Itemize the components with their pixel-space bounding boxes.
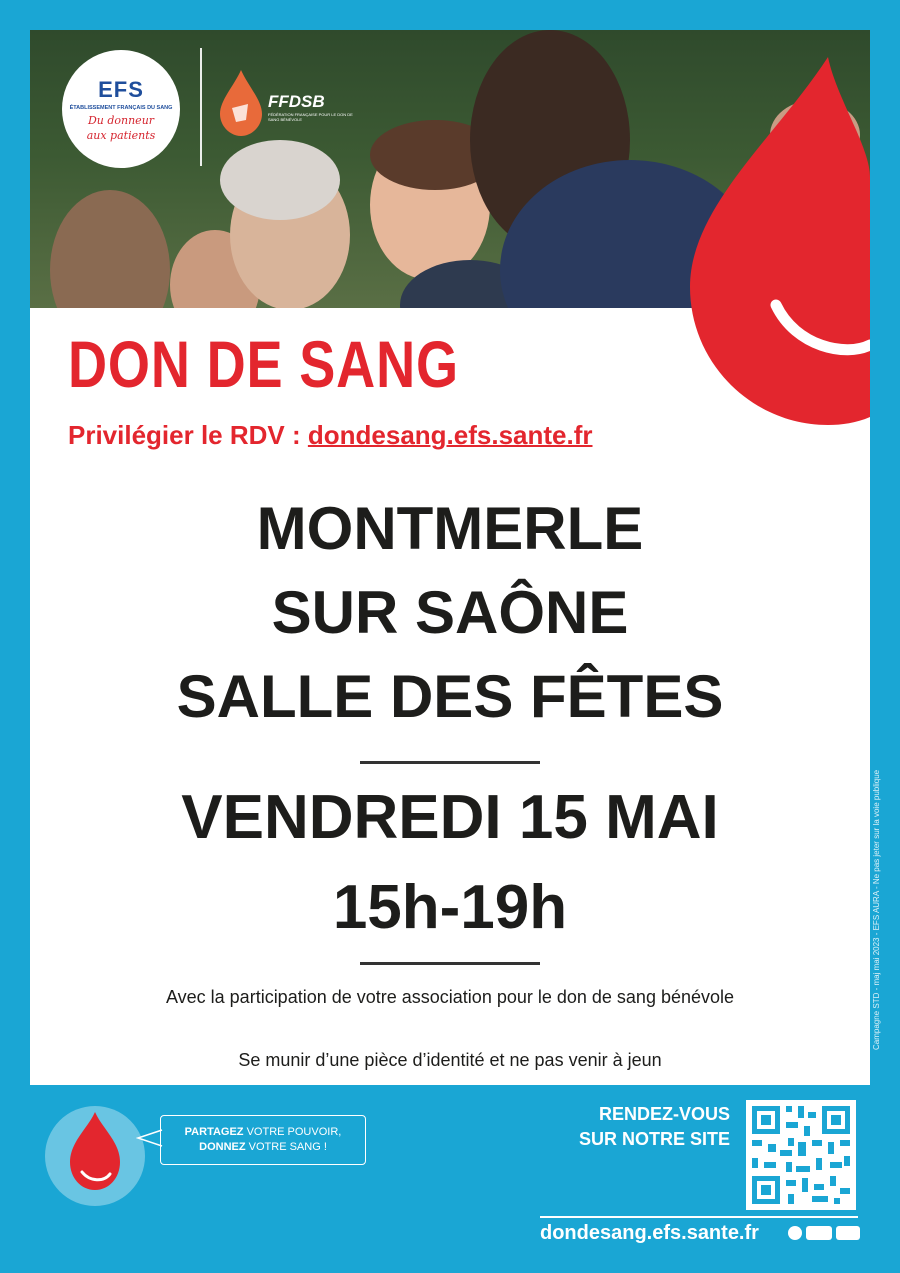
ffdsb-logo: [218, 68, 358, 148]
slogan-bubble: [160, 1115, 366, 1165]
id-note: Se munir d’une pièce d’identité et ne pas venir à jeun: [238, 1050, 662, 1070]
ffdsb-drop-icon: [218, 68, 264, 138]
ffdsb-logo-name: FFDSB: [268, 92, 325, 111]
divider-bottom: [360, 962, 540, 965]
efs-logo-tagline-1: Du donneur: [87, 114, 155, 127]
location-line-3: SALLE DES FÊTES: [176, 663, 724, 730]
accessibility-badges: [788, 1223, 864, 1243]
association-note: Avec la participation de votre association pour le don de sang bénévole: [165, 987, 735, 1007]
footer-url[interactable]: dondesang.efs.sante.fr: [540, 1222, 759, 1244]
event-date: VENDREDI 15 MAI: [181, 783, 719, 852]
audio-icon: [836, 1226, 860, 1240]
accessibility-icon: [788, 1226, 802, 1240]
slogan-bold-2: DONNEZ: [199, 1141, 246, 1153]
efs-logo-subtitle: ÉTABLISSEMENT FRANÇAIS DU SANG: [69, 105, 173, 111]
footer-blood-drop-icon: [40, 1098, 150, 1208]
location-line-2: SUR SAÔNE: [271, 579, 629, 646]
qr-code-icon[interactable]: [746, 1100, 856, 1210]
location-line-1: MONTMERLE: [256, 495, 644, 562]
blood-drop-icon: [686, 57, 870, 429]
efs-logo-tagline-2: aux patients: [86, 129, 156, 142]
rdv-link[interactable]: dondesang.efs.sante.fr: [307, 420, 593, 450]
logo-divider: [200, 48, 202, 166]
rendez-line-1: RENDEZ-VOUS: [598, 1104, 730, 1124]
slogan-bold-1: PARTAGEZ: [184, 1126, 244, 1138]
rdv-line: [68, 420, 593, 451]
divider-top: [360, 761, 540, 764]
page-title: DON DE SANG: [68, 327, 459, 401]
rdv-prefix: Privilégier le RDV :: [68, 420, 308, 450]
rendez-vous-text: [540, 1102, 730, 1152]
easy-read-icon: [806, 1226, 832, 1240]
rendez-line-2: SUR NOTRE SITE: [578, 1129, 730, 1149]
side-note: Campagne STD - maj mai 2023 - EFS AURA - Ne pas jeter sur la voie publique: [872, 769, 881, 1050]
footer-divider: [540, 1216, 858, 1218]
slogan-rest-2: VOTRE SANG !: [245, 1141, 327, 1153]
efs-logo: [62, 50, 180, 168]
ffdsb-logo-subtitle: FÉDÉRATION FRANÇAISE POUR LE DON DE SANG BÉNÉVOLE: [268, 112, 353, 122]
event-time: 15h-19h: [332, 873, 568, 942]
efs-logo-name: EFS: [98, 77, 144, 102]
slogan-rest-1: VOTRE POUVOIR,: [243, 1126, 342, 1138]
